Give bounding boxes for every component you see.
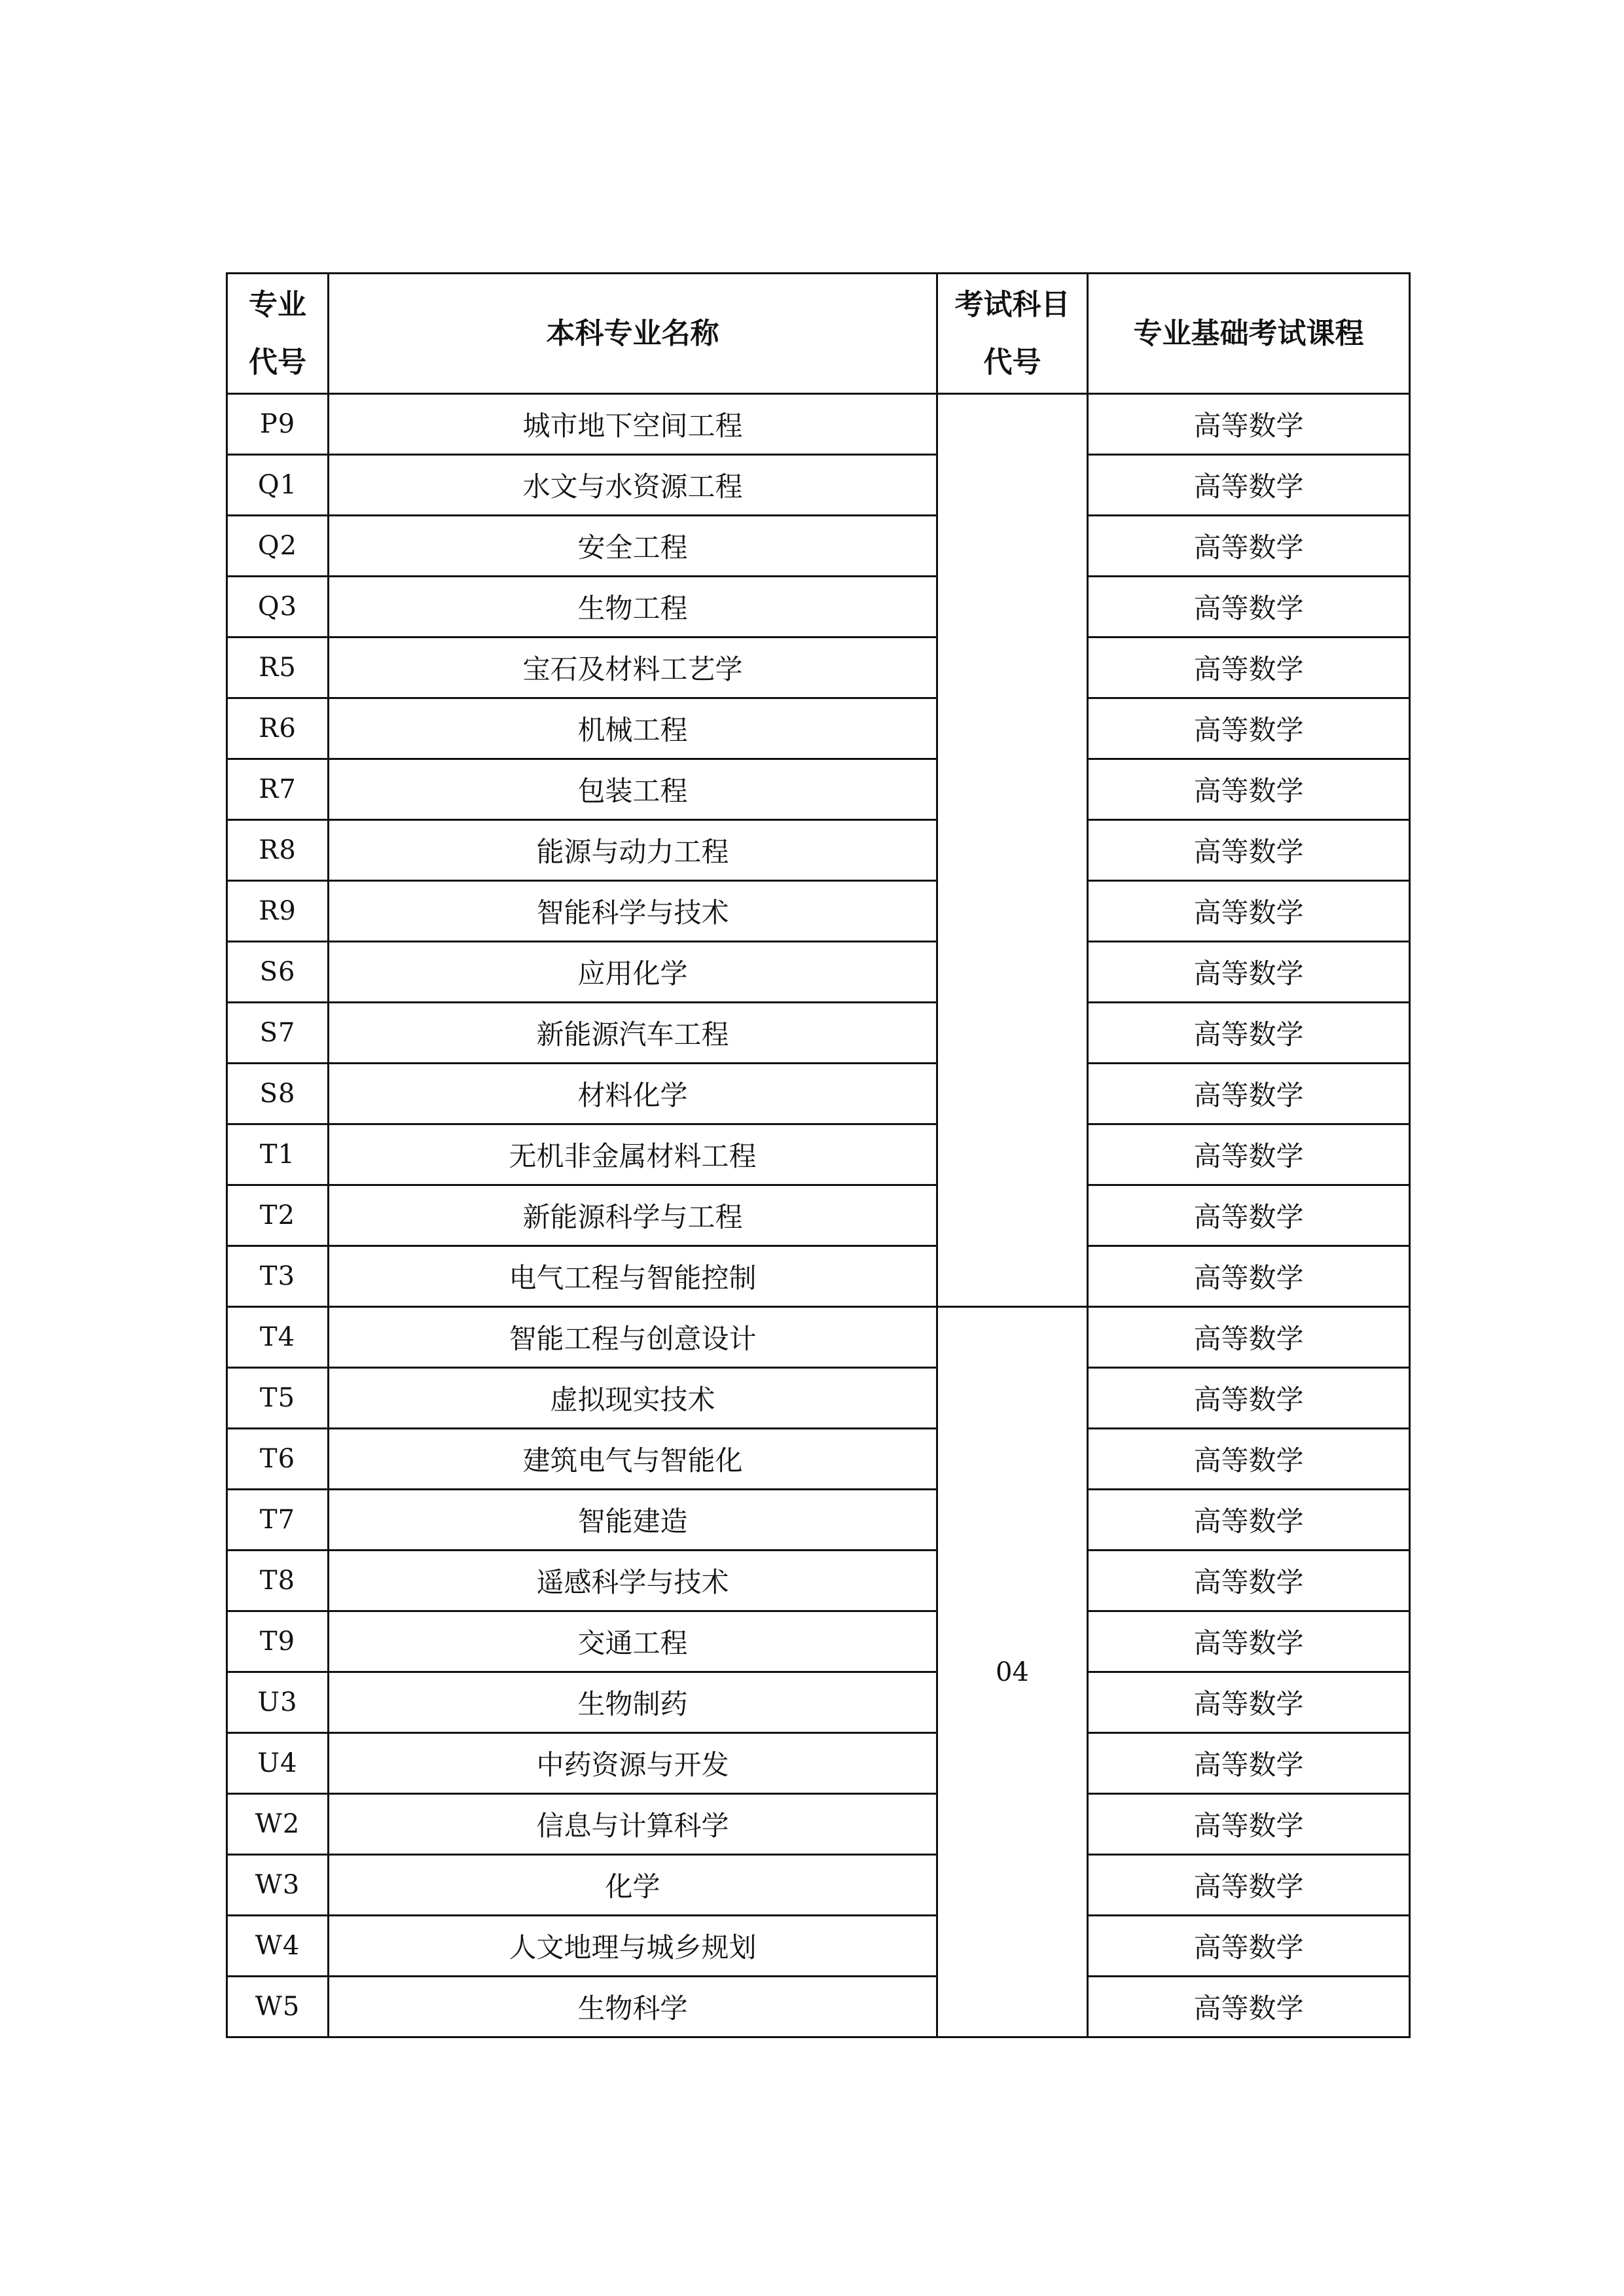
major-code-cell: P9: [227, 394, 329, 455]
course-cell: 高等数学: [1088, 516, 1410, 577]
major-code-cell: S6: [227, 942, 329, 1003]
major-code-cell: U3: [227, 1672, 329, 1733]
major-code-cell: T1: [227, 1124, 329, 1185]
major-code-cell: W3: [227, 1855, 329, 1916]
major-name-cell: 宝石及材料工艺学: [329, 637, 937, 698]
table-row: [227, 1611, 1410, 1672]
major-table: [226, 272, 1411, 2038]
course-cell: 高等数学: [1088, 1003, 1410, 1064]
major-code-cell: S8: [227, 1064, 329, 1124]
major-name-cell: 虚拟现实技术: [329, 1368, 937, 1429]
course-cell: 高等数学: [1088, 577, 1410, 637]
table-row: [227, 516, 1410, 577]
table-row: [227, 1124, 1410, 1185]
major-name-cell: 智能工程与创意设计: [329, 1307, 937, 1368]
major-name-cell: 中药资源与开发: [329, 1733, 937, 1794]
major-name-cell: 生物制药: [329, 1672, 937, 1733]
major-name-cell: 智能建造: [329, 1490, 937, 1551]
course-cell: 高等数学: [1088, 759, 1410, 820]
header-name: 本科专业名称: [329, 274, 937, 394]
table-row: [227, 1246, 1410, 1307]
course-cell: 高等数学: [1088, 820, 1410, 881]
major-name-cell: 能源与动力工程: [329, 820, 937, 881]
course-cell: 高等数学: [1088, 1429, 1410, 1490]
major-code-cell: Q3: [227, 577, 329, 637]
major-name-cell: 无机非金属材料工程: [329, 1124, 937, 1185]
course-cell: 高等数学: [1088, 1733, 1410, 1794]
major-name-cell: 化学: [329, 1855, 937, 1916]
major-code-cell: S7: [227, 1003, 329, 1064]
major-name-cell: 材料化学: [329, 1064, 937, 1124]
table-row: [227, 698, 1410, 759]
major-code-cell: Q2: [227, 516, 329, 577]
major-name-cell: 城市地下空间工程: [329, 394, 937, 455]
course-cell: 高等数学: [1088, 1551, 1410, 1611]
table-row: [227, 1855, 1410, 1916]
major-name-cell: 遥感科学与技术: [329, 1551, 937, 1611]
header-course: 专业基础考试课程: [1088, 274, 1410, 394]
table-row: [227, 394, 1410, 455]
table-row: [227, 1064, 1410, 1124]
major-code-cell: W2: [227, 1794, 329, 1855]
table-row: [227, 577, 1410, 637]
header-code: [227, 274, 329, 394]
major-name-cell: 信息与计算科学: [329, 1794, 937, 1855]
course-cell: 高等数学: [1088, 1185, 1410, 1246]
major-name-cell: 安全工程: [329, 516, 937, 577]
header-code-line-2: 代号: [249, 345, 306, 379]
course-cell: 高等数学: [1088, 1490, 1410, 1551]
course-cell: 高等数学: [1088, 1916, 1410, 1977]
table-row: [227, 820, 1410, 881]
major-code-cell: T7: [227, 1490, 329, 1551]
table-row: [227, 1794, 1410, 1855]
course-cell: 高等数学: [1088, 1855, 1410, 1916]
table-row: [227, 1429, 1410, 1490]
major-code-cell: W5: [227, 1977, 329, 2037]
major-name-cell: 新能源科学与工程: [329, 1185, 937, 1246]
course-cell: 高等数学: [1088, 637, 1410, 698]
major-name-cell: 包装工程: [329, 759, 937, 820]
table-row: [227, 881, 1410, 942]
major-name-cell: 电气工程与智能控制: [329, 1246, 937, 1307]
table-row: [227, 637, 1410, 698]
course-cell: 高等数学: [1088, 1124, 1410, 1185]
exam-code-cell-group-2: 04: [937, 1307, 1088, 2037]
major-code-cell: T3: [227, 1246, 329, 1307]
major-name-cell: 人文地理与城乡规划: [329, 1916, 937, 1977]
major-code-cell: T5: [227, 1368, 329, 1429]
course-cell: 高等数学: [1088, 698, 1410, 759]
major-code-cell: R7: [227, 759, 329, 820]
course-cell: 高等数学: [1088, 455, 1410, 516]
course-cell: 高等数学: [1088, 1246, 1410, 1307]
course-cell: 高等数学: [1088, 1064, 1410, 1124]
header-exam-code-line-2: 代号: [983, 345, 1041, 379]
major-code-cell: R9: [227, 881, 329, 942]
major-name-cell: 建筑电气与智能化: [329, 1429, 937, 1490]
major-code-cell: T4: [227, 1307, 329, 1368]
course-cell: 高等数学: [1088, 394, 1410, 455]
major-code-cell: U4: [227, 1733, 329, 1794]
major-name-cell: 机械工程: [329, 698, 937, 759]
major-name-cell: 智能科学与技术: [329, 881, 937, 942]
table-row: [227, 1185, 1410, 1246]
table-row: [227, 1307, 1410, 1368]
course-cell: 高等数学: [1088, 1794, 1410, 1855]
table-header-row: [227, 274, 1410, 394]
major-name-cell: 生物工程: [329, 577, 937, 637]
course-cell: 高等数学: [1088, 942, 1410, 1003]
table-body: [227, 394, 1410, 2037]
course-cell: 高等数学: [1088, 1672, 1410, 1733]
course-cell: 高等数学: [1088, 1368, 1410, 1429]
major-code-cell: T2: [227, 1185, 329, 1246]
major-name-cell: 新能源汽车工程: [329, 1003, 937, 1064]
table-row: [227, 1551, 1410, 1611]
table-row: [227, 1003, 1410, 1064]
table-row: [227, 942, 1410, 1003]
table-row: [227, 1368, 1410, 1429]
major-code-cell: T9: [227, 1611, 329, 1672]
major-code-cell: T8: [227, 1551, 329, 1611]
course-cell: 高等数学: [1088, 1611, 1410, 1672]
major-code-cell: Q1: [227, 455, 329, 516]
table-row: [227, 455, 1410, 516]
table-row: [227, 1916, 1410, 1977]
major-name-cell: 水文与水资源工程: [329, 455, 937, 516]
course-cell: 高等数学: [1088, 1977, 1410, 2037]
course-cell: 高等数学: [1088, 1307, 1410, 1368]
exam-code-cell-group-1: [937, 394, 1088, 1307]
major-code-cell: W4: [227, 1916, 329, 1977]
table-row: [227, 1977, 1410, 2037]
major-code-cell: R8: [227, 820, 329, 881]
major-name-cell: 生物科学: [329, 1977, 937, 2037]
major-code-cell: T6: [227, 1429, 329, 1490]
major-name-cell: 交通工程: [329, 1611, 937, 1672]
table-row: [227, 759, 1410, 820]
table-row: [227, 1490, 1410, 1551]
major-name-cell: 应用化学: [329, 942, 937, 1003]
header-code-line-1: 专业: [249, 287, 306, 321]
table-row: [227, 1733, 1410, 1794]
header-exam-code: [937, 274, 1088, 394]
table-row: [227, 1672, 1410, 1733]
header-exam-code-line-1: 考试科目: [954, 287, 1070, 321]
major-code-cell: R5: [227, 637, 329, 698]
course-cell: 高等数学: [1088, 881, 1410, 942]
major-code-cell: R6: [227, 698, 329, 759]
